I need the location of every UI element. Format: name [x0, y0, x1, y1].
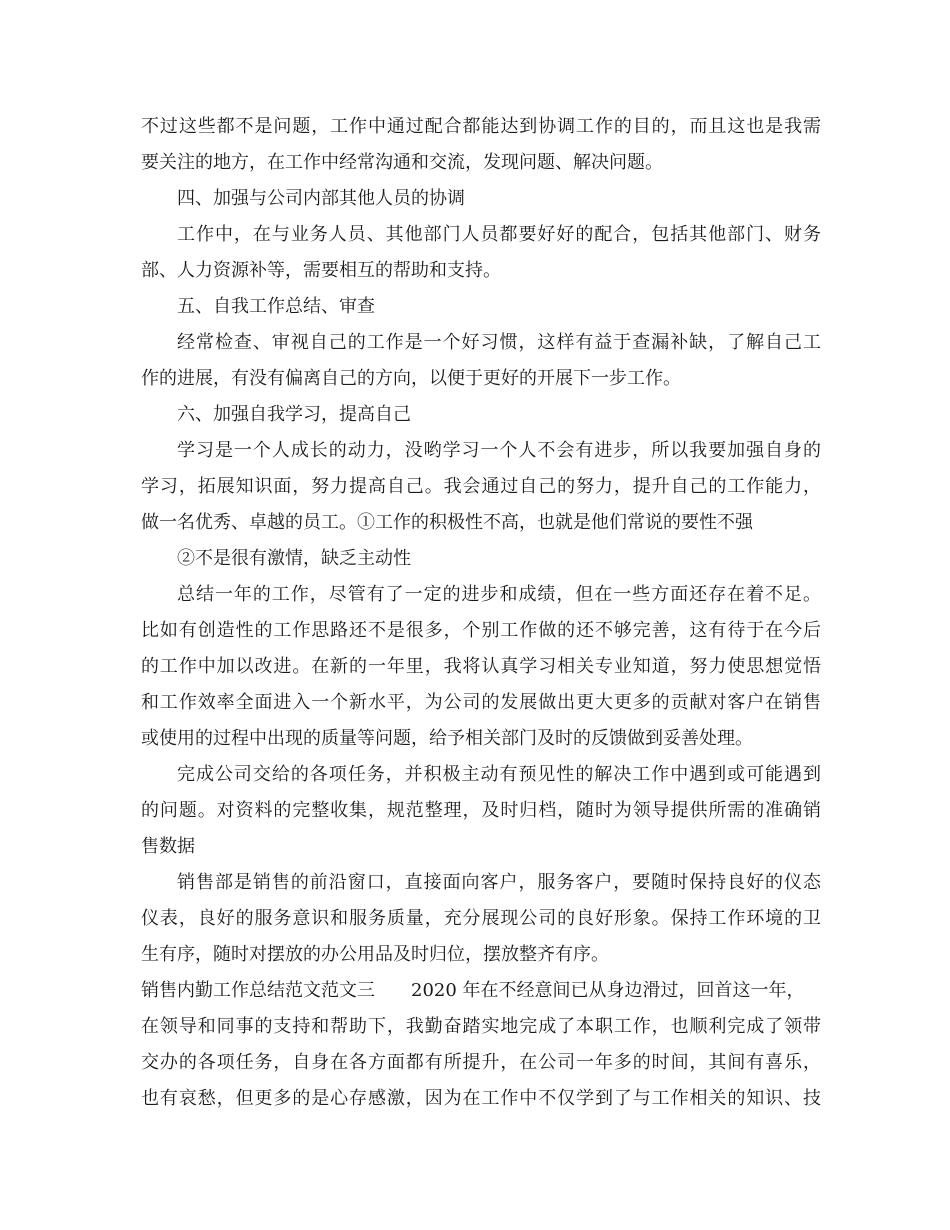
text-line: 作的进展，有没有偏离自己的方向，以便于更好的开展下一步工作。 — [141, 368, 681, 389]
text-line: 经常检查、审视自己的工作是一个好习惯，这样有益于查漏补缺，了解自己工 — [177, 332, 821, 353]
text-line: 要关注的地方，在工作中经常沟通和交流，发现问题、解决问题。 — [141, 152, 663, 173]
text-line: 和工作效率全面进入一个新水平，为公司的发展做出更大更多的贡献对客户在销售 — [141, 692, 821, 713]
text-line: 学习是一个人成长的动力，没哟学习一个人不会有进步，所以我要加强自身的 — [177, 440, 821, 461]
text-line: 不过这些都不是问题，工作中通过配合都能达到协调工作的目的，而且这也是我需 — [141, 116, 821, 137]
section-heading: 五、自我工作总结、审查 — [177, 296, 375, 317]
text-line: 完成公司交给的各项任务，并积极主动有预见性的解决工作中遇到或可能遇到 — [177, 764, 821, 785]
text-line: 的工作中加以改进。在新的一年里，我将认真学习相关专业知道，努力使思想觉悟 — [141, 656, 821, 677]
text-line: 总结一年的工作，尽管有了一定的进步和成绩，但在一些方面还存在着不足。 — [177, 584, 821, 605]
text-line: 生有序，随时对摆放的办公用品及时归位，摆放整齐有序。 — [141, 944, 609, 965]
section-heading: 六、加强自我学习，提高自己 — [177, 404, 411, 425]
text-line: 销售部是销售的前沿窗口，直接面向客户，服务客户，要随时保持良好的仪态 — [177, 872, 821, 893]
text-line: 学习，拓展知识面，努力提高自己。我会通过自己的努力，提升自己的工作能力， — [141, 476, 821, 497]
text-line: 比如有创造性的工作思路还不是很多，个别工作做的还不够完善，这有待于在今后 — [141, 620, 821, 641]
text-line: 销售内勤工作总结范文范文三 2020 年在不经意间已从身边滑过，回首这一年， — [141, 980, 805, 1001]
text-line: 工作中，在与业务人员、其他部门人员都要好好的配合，包括其他部门、财务 — [177, 224, 821, 245]
text-line: 做一名优秀、卓越的员工。①工作的积极性不高，也就是他们常说的要性不强 — [141, 512, 753, 533]
text-line: 仪表，良好的服务意识和服务质量，充分展现公司的良好形象。保持工作环境的卫 — [141, 908, 821, 929]
text-line: 也有哀愁，但更多的是心存感激，因为在工作中不仅学到了与工作相关的知识、技 — [141, 1088, 821, 1109]
text-line: 售数据 — [141, 836, 195, 857]
text-line: ②不是很有激情，缺乏主动性 — [177, 548, 411, 569]
text-line: 或使用的过程中出现的质量等问题，给予相关部门及时的反馈做到妥善处理。 — [141, 728, 753, 749]
section-heading: 四、加强与公司内部其他人员的协调 — [177, 188, 465, 209]
text-line: 部、人力资源补等，需要相互的帮助和支持。 — [141, 260, 501, 281]
text-line: 交办的各项任务，自身在各方面都有所提升，在公司一年多的时间，其间有喜乐， — [141, 1052, 821, 1073]
text-line: 的问题。对资料的完整收集，规范整理，及时归档，随时为领导提供所需的准确销 — [141, 800, 821, 821]
text-line: 在领导和同事的支持和帮助下，我勤奋踏实地完成了本职工作，也顺利完成了领带 — [141, 1016, 821, 1037]
